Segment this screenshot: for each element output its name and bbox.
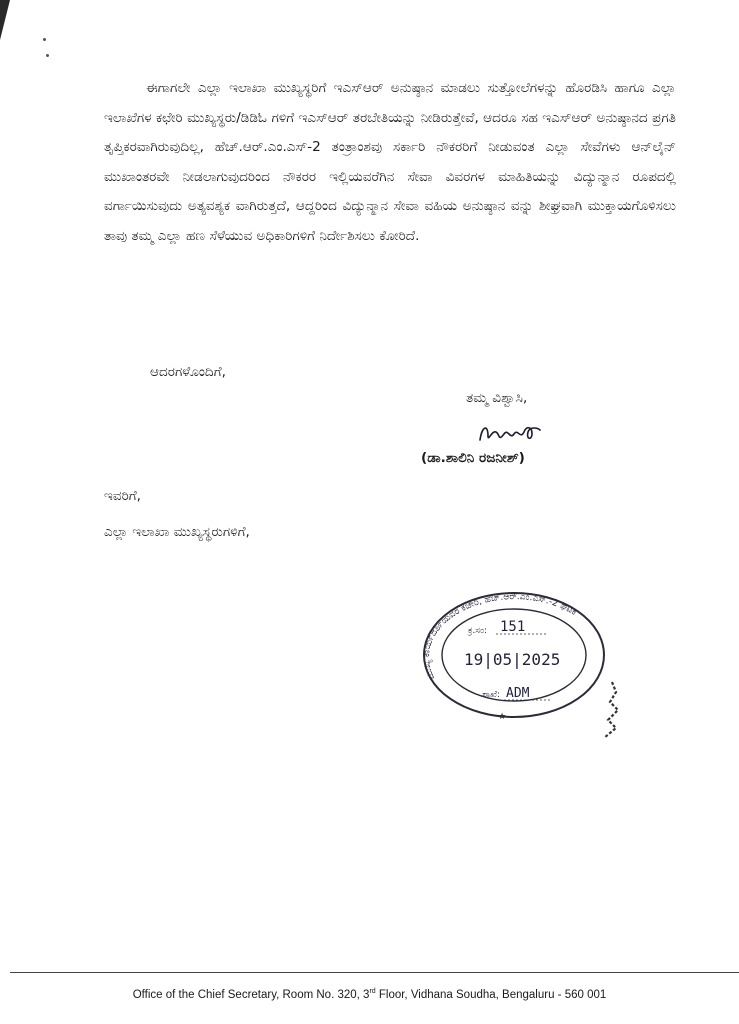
stamp-number-label: ಕ್ರ.ಸಂ: (468, 626, 488, 636)
star-icon: ★ (498, 712, 507, 722)
closing-salutation: ಆದರಗಳೊಂದಿಗೆ, (150, 364, 226, 380)
letter-body: ಈಗಾಗಲೇ ಎಲ್ಲಾ ಇಲಾಖಾ ಮುಖ್ಯಸ್ಥರಿಗೆ ಇಎಸ್‌ಆರ್ ಅನುಷ್ಠಾನ ಮಾಡಲು ಸುತ್ತೋಲೆಗಳನ್ನು ಹೊರಡಿಸಿ ಹಾಗೂ ಎಲ್ಲಾ ಇಲಾಖೆಗಳ ಕಛೇರಿ ಮುಖ್ಯಸ್ಥರು/ಡಿಡಿಓ ಗಳಿಗೆ ಇಎಸ್‌ಆರ್ ತರಬೇತಿಯನ್ನು ನೀಡಿರುತ್ತೇವೆ, ಆದರೂ ಸಹ ಇಎಸ್‌ಆರ್ ಅನುಷ್ಠಾನದ ಪ್ರಗತಿ ತೃಪ್ತಿಕರವಾಗಿರುವುದಿಲ್ಲ, ಹೆಚ್.ಆರ್.ಎಂ.ಎಸ್-2 ತಂತ್ರಾಂಶವು ಸರ್ಕಾರಿ ನೌಕರರಿಗೆ ನೀಡುವಂತ ಎಲ್ಲಾ ಸೇವೆಗಳು ಆನ್‌ಲೈನ್ ಮುಖಾಂತರವೇ ನೀಡಲಾಗುವುದರಿಂದ ನೌಕರರ ಇಲ್ಲಿಯವರೆಗಿನ ಸೇವಾ ವಿವರಗಳ ಮಾಹಿತಿಯನ್ನು ವಿದ್ಯುನ್ಮಾನ ರೂಪದಲ್ಲಿ ವರ್ಗಾಯಿಸುವುದು ಅತ್ಯವಶ್ಯಕ ವಾಗಿರುತ್ತದೆ, ಆದ್ದರಿಂದ ವಿದ್ಯುನ್ಮಾನ ಸೇವಾ ವಹಿಯ ಅನುಷ್ಠಾನ ವನ್ನು ಶೀಘ್ರವಾಗಿ ಮುಕ್ತಾಯಗೊಳಿಸಲು ತಾವು ತಮ್ಮ ಎಲ್ಲಾ ಹಣ ಸೆಳೆಯುವ ಅಧಿಕಾರಿಗಳಿಗೆ ನಿರ್ದೇಶಿಸಲು ಕೋರಿದೆ. (104, 80, 676, 244)
scan-speck (46, 54, 49, 57)
stamp-section-value: ADM (506, 686, 530, 701)
footer-address-rest: Floor, Vidhana Soudha, Bengaluru - 560 001 (375, 988, 607, 1001)
footer-office: Office of the Chief Secretary, Room No. 320, 3 (132, 988, 370, 1001)
yours-faithfully: ತಮ್ಮ ವಿಶ್ವಾಸಿ, (466, 390, 528, 406)
stamp-date-value: 19|05|2025 (464, 650, 561, 669)
ink-smudge (598, 680, 628, 742)
recipients-line: ಎಲ್ಲಾ ಇಲಾಖಾ ಮುಖ್ಯಸ್ಥರುಗಳಿಗೆ, (104, 524, 250, 540)
receipt-stamp (416, 585, 612, 725)
footer-address (0, 988, 739, 1001)
footer-floor-sup: rd (369, 988, 376, 995)
scan-speck (43, 38, 46, 41)
handwritten-signature (476, 418, 546, 448)
stamp-section-label: ಶಾಖೆ: (482, 690, 501, 700)
signatory-name: (ಡಾ.ಶಾಲಿನಿ ರಜನೀಶ್) (421, 450, 525, 466)
addressee-label: ಇವರಿಗೆ, (104, 488, 141, 504)
footer-divider (10, 972, 739, 973)
stamp-number-value: 151 (500, 619, 526, 635)
stamp-ring-text: ಮುಖ್ಯ ಕಾರ್ಯದರ್ಶಿಯವರ ಕಚೇರಿ, ಹೆಚ್.ಆರ್.ಎಂ.ಎಸ್.-2 ಘಟಕ (421, 592, 579, 682)
scan-corner-mark (0, 0, 10, 40)
